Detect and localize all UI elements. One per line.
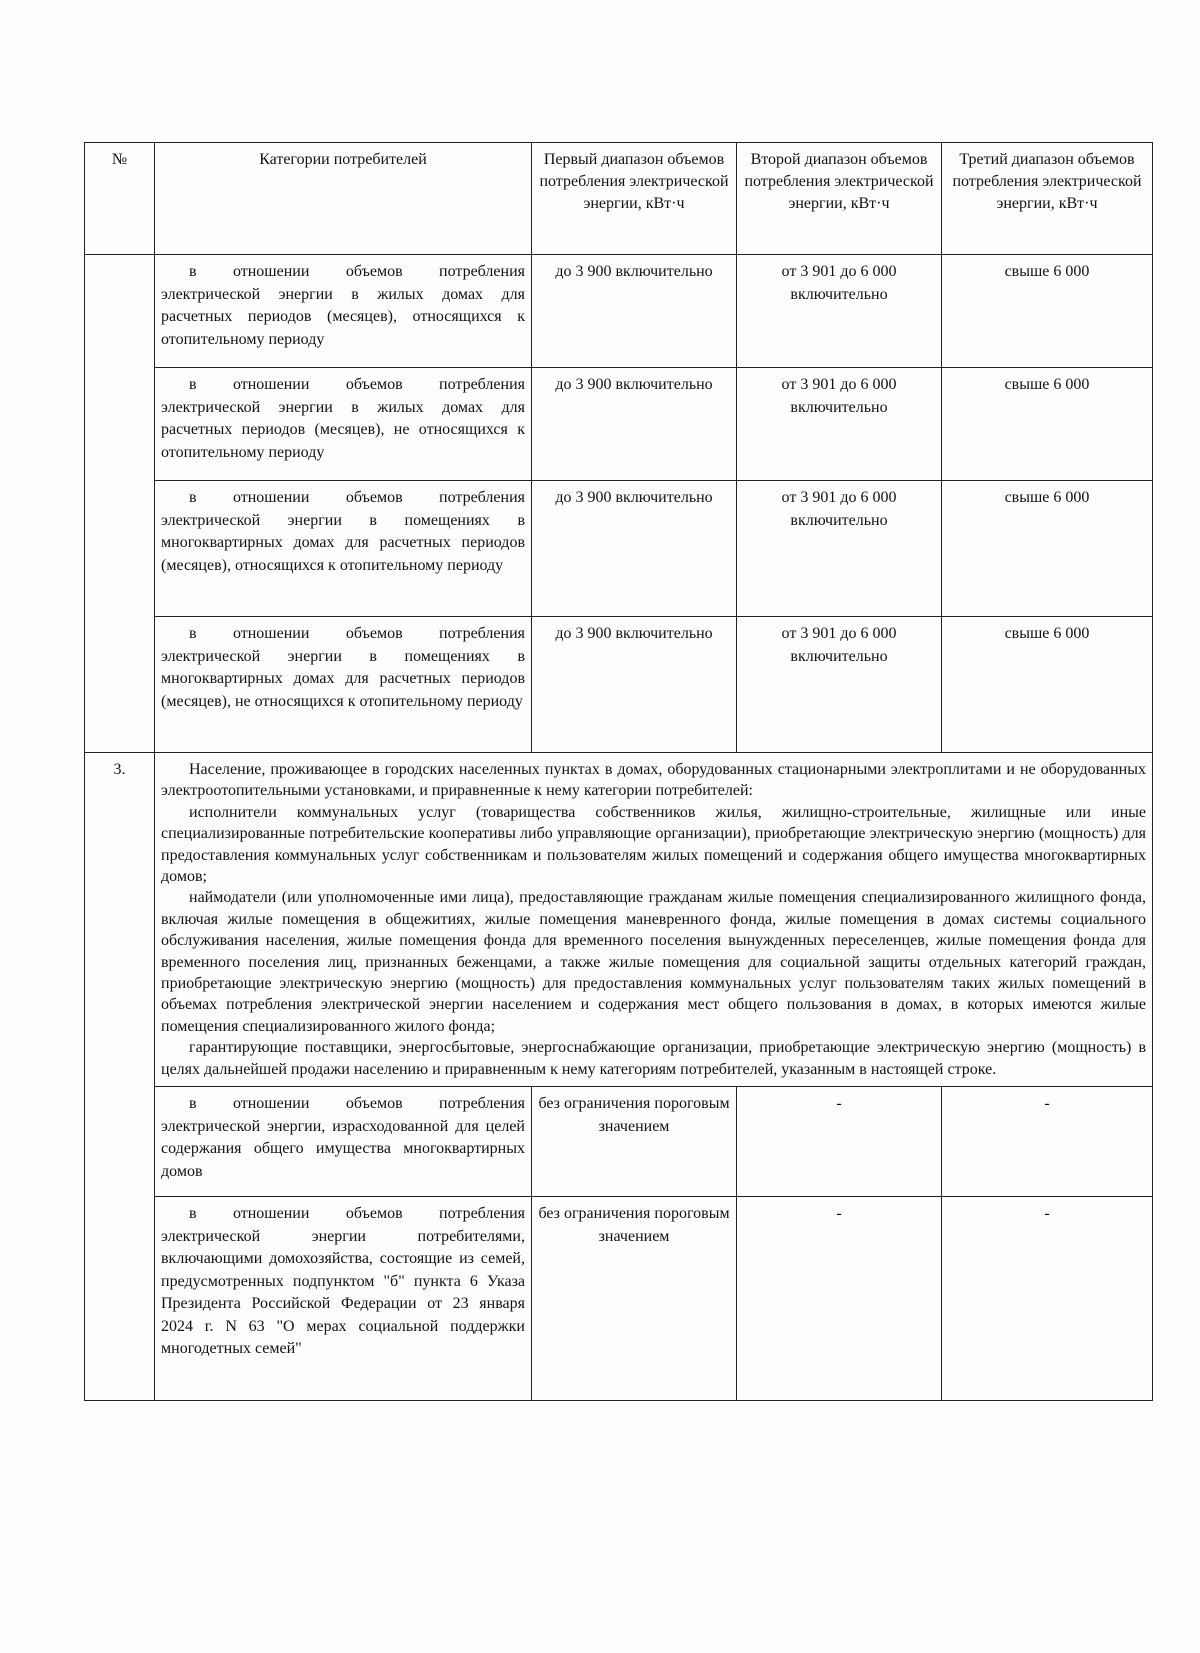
table-row xyxy=(85,617,1153,753)
section-3-paragraph: гарантирующие поставщики, энергосбытовые, энергоснабжающие организации, приобретающие электрическую энергию (мощность) в целях дальнейшей продажи населению и приравненным к нему категориям потребителей, указанным в настоящей строке. xyxy=(161,1039,1146,1078)
table-row xyxy=(85,368,1153,481)
header-range-3: Третий диапазон объемов потребления электрической энергии, кВт·ч xyxy=(942,143,1153,255)
tariff-table xyxy=(84,142,1153,1401)
range-3-cell: свыше 6 000 xyxy=(942,617,1153,753)
category-cell: в отношении объемов потребления электрической энергии потребителями, включающими домохозяйства, состоящие из семей, предусмотренных подпунктом "б" пункта 6 Указа Президента Российской Федерации от 23 января 2024 г. N 63 "О мерах социальной поддержки многодетных семей" xyxy=(155,1197,532,1401)
section-3-description xyxy=(155,753,1153,1087)
range-3-cell: свыше 6 000 xyxy=(942,255,1153,368)
category-cell: в отношении объемов потребления электрической энергии, израсходованной для целей содержания общего имущества многоквартирных домов xyxy=(155,1087,532,1197)
table-row xyxy=(85,255,1153,368)
category-cell: в отношении объемов потребления электрической энергии в жилых домах для расчетных периодов (месяцев), относящихся к отопительному периоду xyxy=(155,255,532,368)
section-3-paragraph: Население, проживающее в городских населенных пунктах в домах, оборудованных стационарными электроплитами и не оборудованных электроотопительными установками, и приравненные к нему категории потребителей: xyxy=(161,761,1146,800)
range-1-cell: без ограничения пороговым значением xyxy=(532,1197,737,1401)
range-3-cell: - xyxy=(942,1197,1153,1401)
category-cell: в отношении объемов потребления электрической энергии в помещениях в многоквартирных домах для расчетных периодов (месяцев), не относящихся к отопительному периоду xyxy=(155,617,532,753)
table-row xyxy=(85,1197,1153,1401)
range-3-cell: - xyxy=(942,1087,1153,1197)
range-2-cell: - xyxy=(737,1087,942,1197)
range-1-cell: до 3 900 включительно xyxy=(532,368,737,481)
range-2-cell: от 3 901 до 6 000 включительно xyxy=(737,368,942,481)
range-1-cell: до 3 900 включительно xyxy=(532,255,737,368)
table-row xyxy=(85,481,1153,617)
table-row xyxy=(85,1087,1153,1197)
header-category: Категории потребителей xyxy=(155,143,532,255)
range-2-cell: от 3 901 до 6 000 включительно xyxy=(737,255,942,368)
header-range-2: Второй диапазон объемов потребления электрической энергии, кВт·ч xyxy=(737,143,942,255)
section-number: 3. xyxy=(85,753,155,1401)
section-3-row xyxy=(85,753,1153,1087)
category-cell: в отношении объемов потребления электрической энергии в жилых домах для расчетных периодов (месяцев), не относящихся к отопительному периоду xyxy=(155,368,532,481)
range-3-cell: свыше 6 000 xyxy=(942,368,1153,481)
header-range-1: Первый диапазон объемов потребления электрической энергии, кВт·ч xyxy=(532,143,737,255)
section-3-paragraph: наймодатели (или уполномоченные ими лица), предоставляющие гражданам жилые помещения специализированного жилищного фонда, включая жилые помещения в общежитиях, жилые помещения маневренного фонда, жилые помещения в домах системы социального обслуживания населения, жилые помещения фонда для временного поселения вынужденных переселенцев, жилые помещения фонда для временного поселения лиц, признанных беженцами, а также жилые помещения для социальной защиты отдельных категорий граждан, приобретающие электрическую энергию (мощность) для предоставления коммунальных услуг пользователям таких жилых помещений в объемах потребления электрической энергии населением и содержания мест общего пользования в домах, в которых имеются жилые помещения специализированного жилого фонда; xyxy=(161,889,1146,1035)
range-3-cell: свыше 6 000 xyxy=(942,481,1153,617)
range-1-cell: без ограничения пороговым значением xyxy=(532,1087,737,1197)
category-cell: в отношении объемов потребления электрической энергии в помещениях в многоквартирных домах для расчетных периодов (месяцев), относящихся к отопительному периоду xyxy=(155,481,532,617)
header-number: № xyxy=(85,143,155,255)
range-1-cell: до 3 900 включительно xyxy=(532,481,737,617)
range-2-cell: от 3 901 до 6 000 включительно xyxy=(737,617,942,753)
range-1-cell: до 3 900 включительно xyxy=(532,617,737,753)
range-2-cell: от 3 901 до 6 000 включительно xyxy=(737,481,942,617)
number-cell-empty xyxy=(85,255,155,753)
section-3-paragraph: исполнители коммунальных услуг (товарищества собственников жилья, жилищно-строительные, жилищные или иные специализированные потребительские кооперативы либо управляющие организации), приобретающие электрическую энергию (мощность) для предоставления коммунальных услуг собственникам и пользователям жилых помещений и содержания общего имущества многоквартирных домов; xyxy=(161,803,1146,886)
table-header-row xyxy=(85,143,1153,255)
range-2-cell: - xyxy=(737,1197,942,1401)
